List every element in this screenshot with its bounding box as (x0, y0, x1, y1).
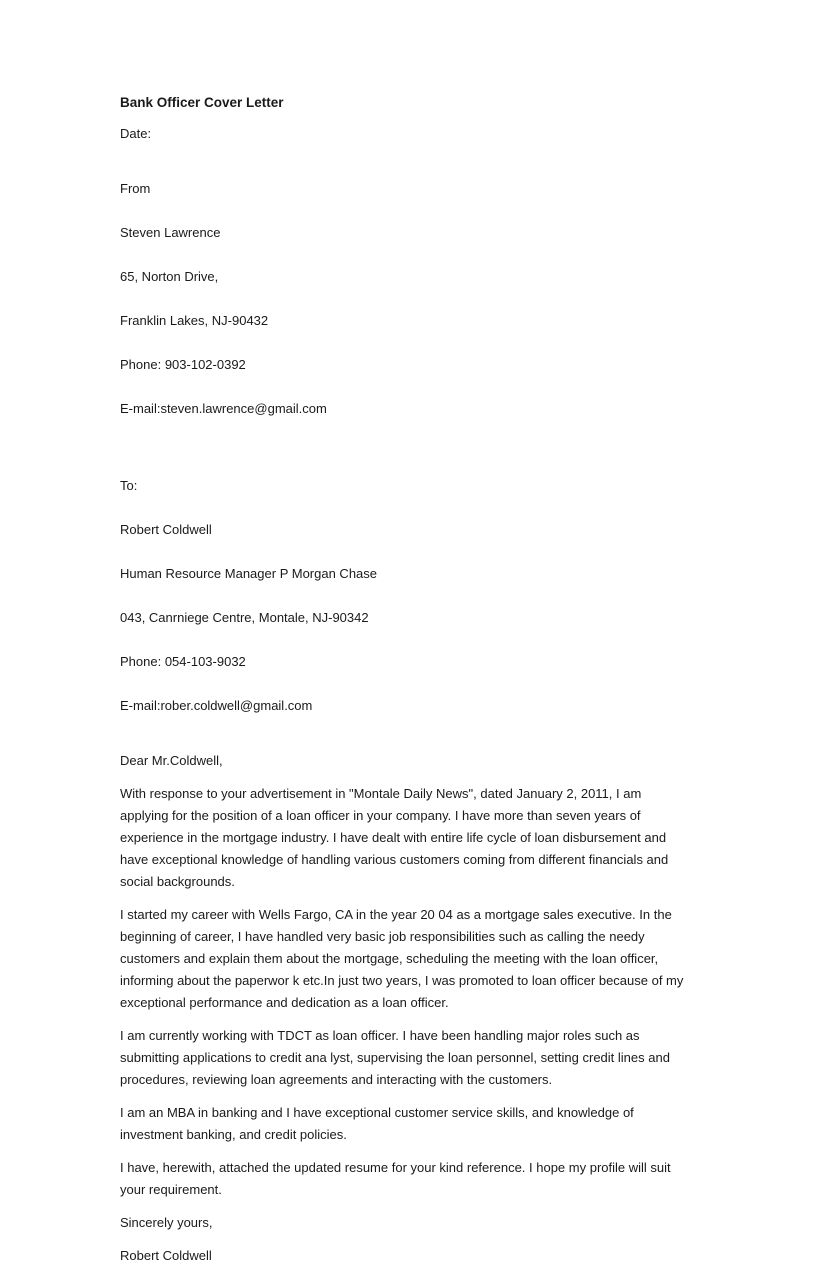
recipient-phone: Phone: 054-103-9032 (120, 654, 246, 669)
salutation: Dear Mr.Coldwell, (120, 753, 223, 768)
sender-address-line1: 65, Norton Drive, (120, 269, 219, 284)
body-paragraph-5: I have, herewith, attached the updated resume for your kind reference. I hope my profile will suit your requirement. (120, 1160, 671, 1197)
recipient-name: Robert Coldwell (120, 522, 212, 537)
closing: Sincerely yours, (120, 1215, 213, 1230)
body-paragraph-2: I started my career with Wells Fargo, CA in the year 20 04 as a mortgage sales executive. In the beginning of career, I have handled very basic job responsibilities such as calling the needy customers and explain them about the mortgage, scheduling the meeting with the loan officer, informing about the paperwor k etc.In just two years, I was promoted to loan officer because of my exceptional performance and dedication as a loan officer. (120, 907, 684, 1010)
recipient-address: 043, Canrniege Centre, Montale, NJ-90342 (120, 610, 369, 625)
recipient-block (120, 453, 700, 739)
date-line: Date: (120, 126, 152, 141)
sender-address-line2: Franklin Lakes, NJ-90432 (120, 313, 269, 328)
signature: Robert Coldwell (120, 1248, 212, 1263)
document-title: Bank Officer Cover Letter (120, 95, 284, 110)
body-paragraph-1: With response to your advertisement in "Montale Daily News", dated January 2, 2011, I am applying for the position of a loan officer in your company. I have more than seven years of experience in the mortgage industry. I have dealt with entire life cycle of loan disbursement and have exceptional knowledge of handling various customers coming from different financials and social backgrounds. (120, 786, 669, 889)
sender-email: E-mail:steven.lawrence@gmail.com (120, 401, 327, 416)
body-paragraph-4: I am an MBA in banking and I have exceptional customer service skills, and knowledge of investment banking, and credit policies. (120, 1105, 634, 1142)
recipient-heading: To: (120, 478, 138, 493)
recipient-position: Human Resource Manager P Morgan Chase (120, 566, 378, 581)
sender-name: Steven Lawrence (120, 225, 221, 240)
sender-heading: From (120, 181, 151, 196)
body-paragraph-3: I am currently working with TDCT as loan officer. I have been handling major roles such as submitting applications to credit ana lyst, supervising the loan personnel, setting credit lines and procedures, reviewing loan agreements and interacting with the customers. (120, 1028, 670, 1087)
sender-block (120, 156, 700, 442)
letter-page (120, 92, 700, 1278)
recipient-email: E-mail:rober.coldwell@gmail.com (120, 698, 313, 713)
sender-phone: Phone: 903-102-0392 (120, 357, 246, 372)
